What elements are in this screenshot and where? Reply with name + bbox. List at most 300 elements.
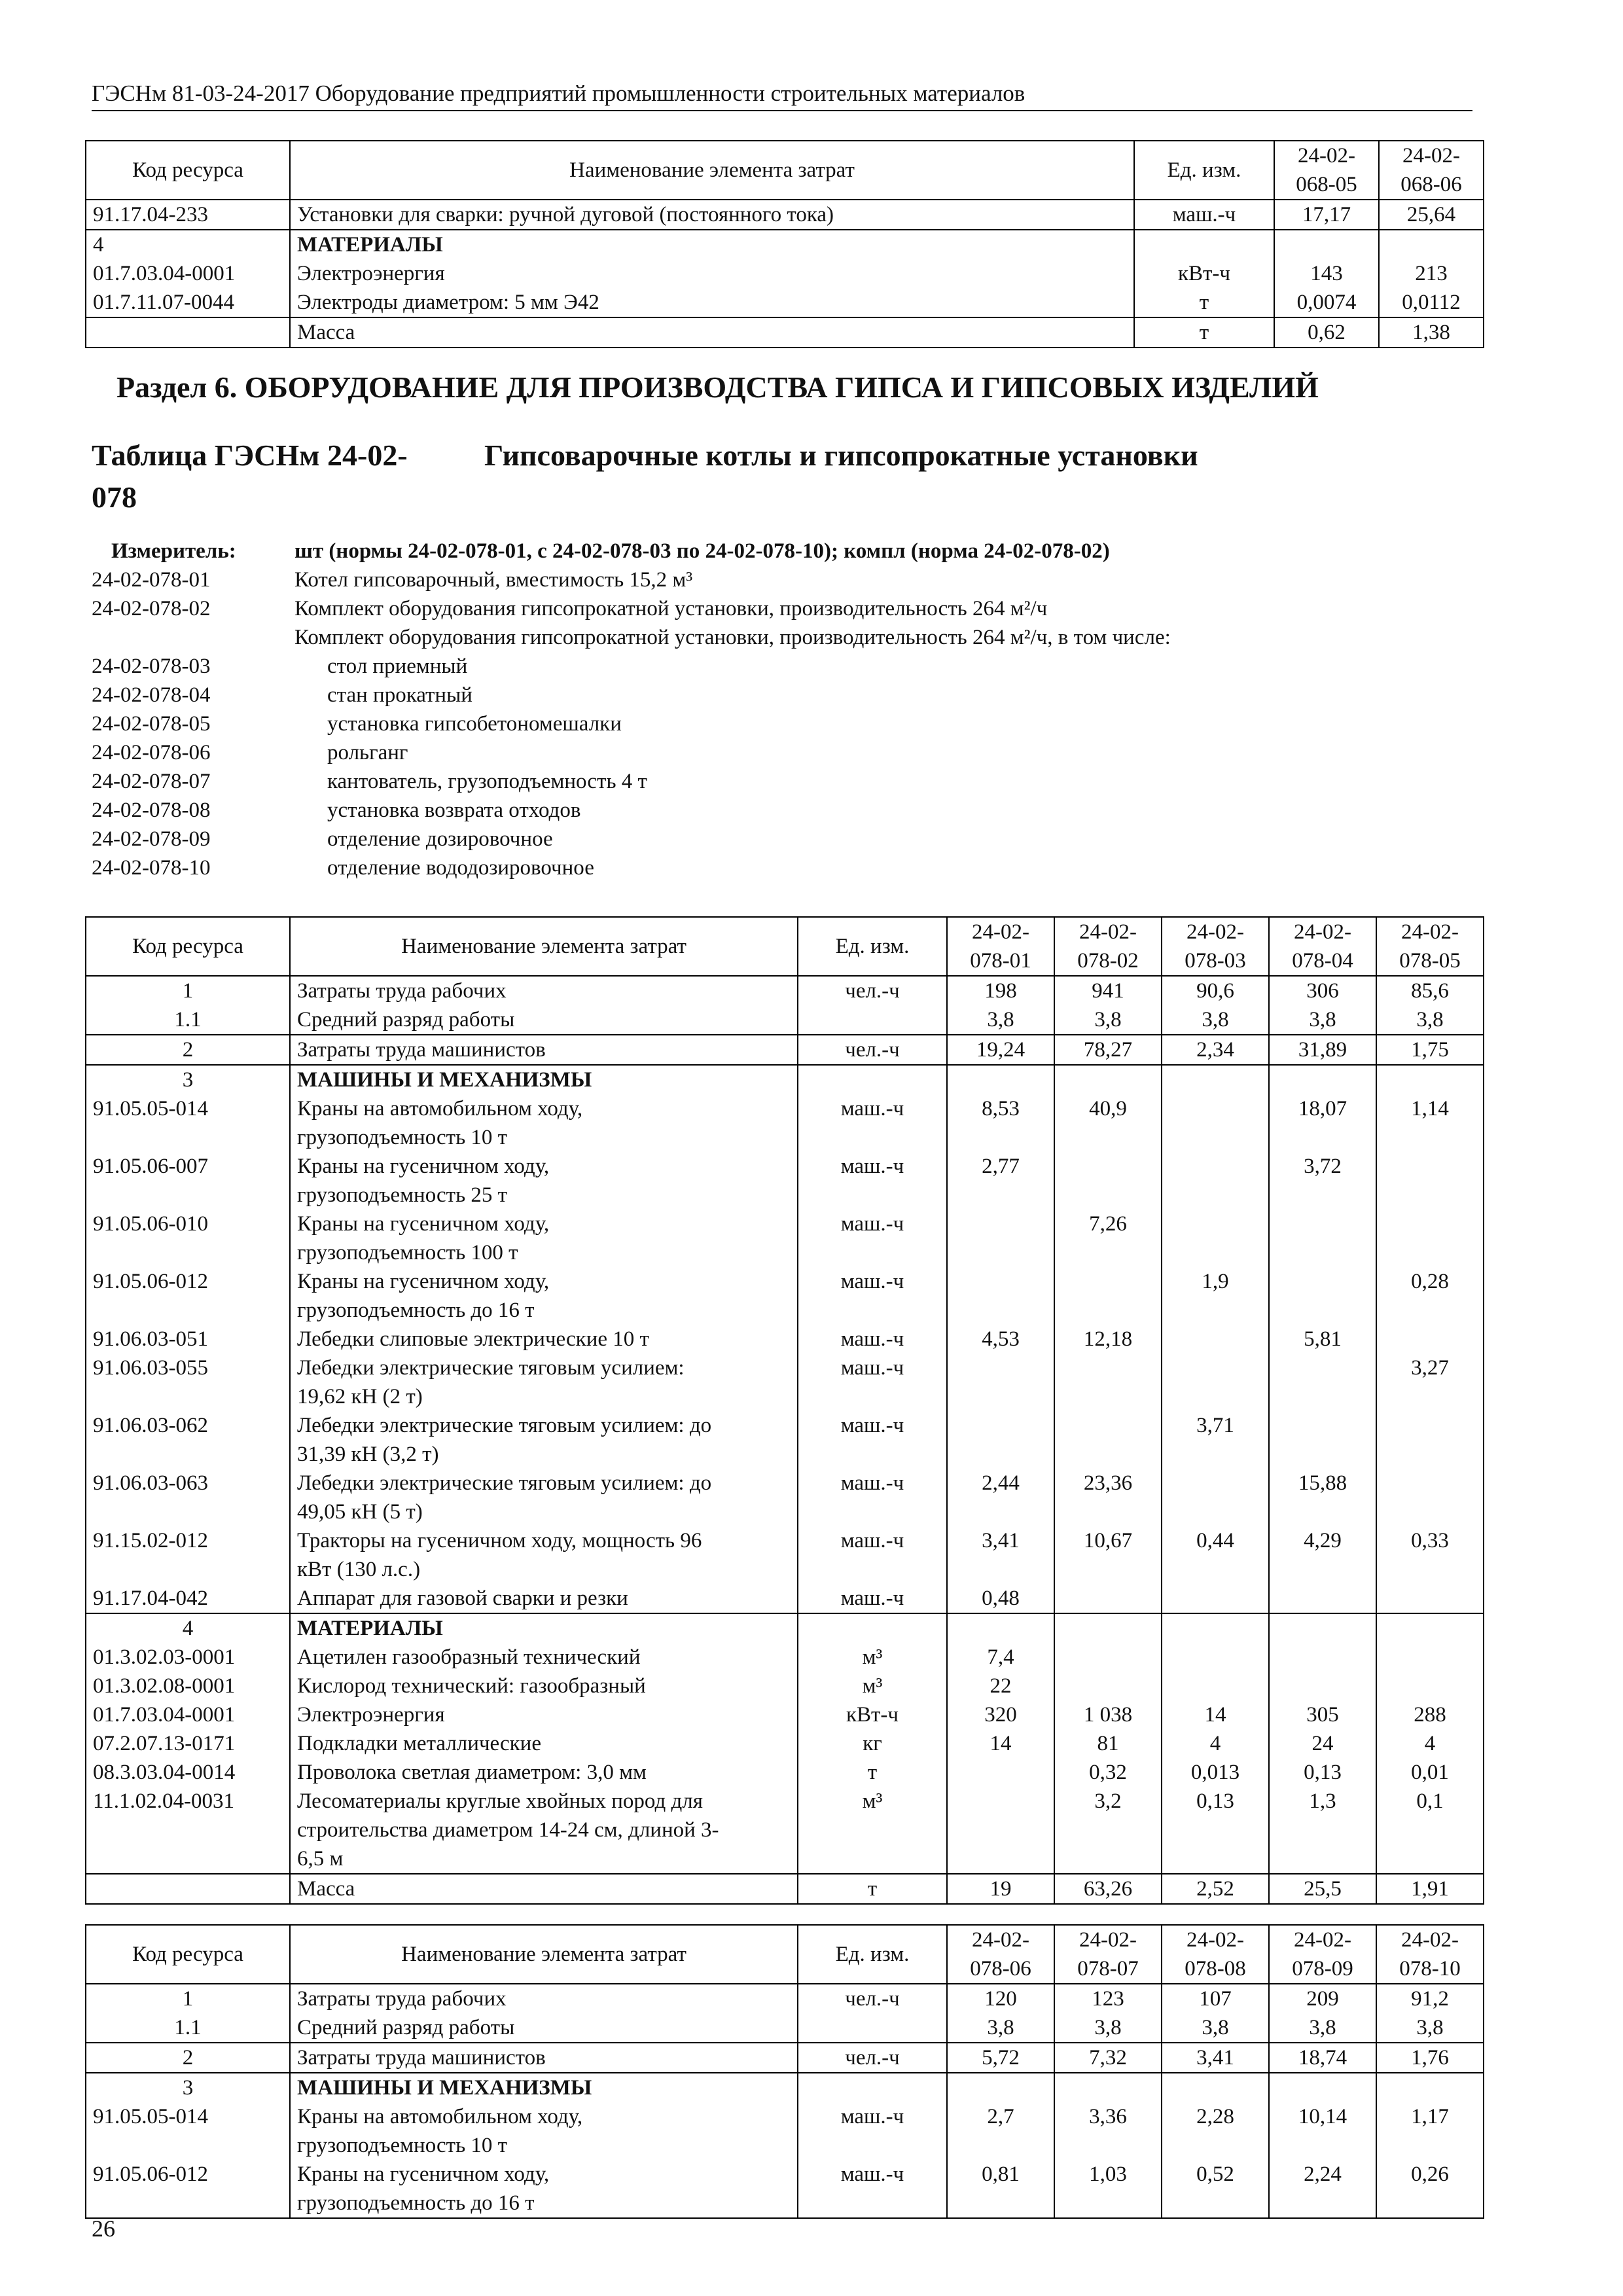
- table-row: [86, 2102, 1484, 2160]
- meter-item: [92, 767, 1531, 796]
- value-cell: [1269, 1584, 1376, 1613]
- value-cell: 2,77: [947, 1152, 1054, 1210]
- meter-item-code: 24-02-078-04: [92, 683, 211, 707]
- resource-code: 4: [86, 1613, 290, 1643]
- value-cell: 3,8: [1376, 1005, 1484, 1035]
- value-cell: 107: [1162, 1984, 1269, 2013]
- value-cell: 3,8: [1269, 1005, 1376, 1035]
- value-cell: 288: [1376, 1700, 1484, 1729]
- cost-element-name: Подкладки металлические: [290, 1729, 798, 1758]
- cost-element-name: Масса: [290, 317, 1134, 348]
- unit-cell: маш.-ч: [1134, 200, 1274, 230]
- cost-element-name: МАШИНЫ И МЕХАНИЗМЫ: [290, 1065, 798, 1094]
- unit-cell: [798, 1065, 947, 1094]
- value-cell: 7,4: [947, 1643, 1054, 1672]
- meter-item: [92, 709, 1531, 738]
- value-cell: 4: [1162, 1729, 1269, 1758]
- value-cell: 3,41: [1162, 2043, 1269, 2073]
- cost-element-name: Тракторы на гусеничном ходу, мощность 96 кВт (130 л.с.): [290, 1526, 798, 1584]
- meter-item-text: стол приемный: [327, 655, 468, 678]
- table-name: Гипсоварочные котлы и гипсопрокатные установки: [484, 439, 1198, 472]
- value-cell: [1376, 1325, 1484, 1354]
- cost-element-name: Электроэнергия: [290, 1700, 798, 1729]
- cost-element-name: Ацетилен газообразный технический: [290, 1643, 798, 1672]
- col-header-code: Код ресурса: [86, 917, 290, 976]
- main-cost-table: [85, 916, 1484, 1905]
- unit-cell: м³: [798, 1643, 947, 1672]
- table-group-row: [86, 230, 1484, 259]
- unit-cell: т: [1134, 317, 1274, 348]
- resource-code: 01.3.02.08-0001: [86, 1672, 290, 1700]
- meter-item-text: Комплект оборудования гипсопрокатной установки, производительность 264 м²/ч: [294, 597, 1048, 620]
- value-cell: 3,8: [947, 2013, 1054, 2043]
- meter-item: [92, 681, 1531, 709]
- table-row: [86, 1584, 1484, 1613]
- table-row: [86, 288, 1484, 317]
- cost-element-name: Краны на гусеничном ходу, грузоподъемность до 16 т: [290, 2160, 798, 2218]
- resource-code: 1.1: [86, 1005, 290, 1035]
- value-cell: 2,28: [1162, 2102, 1269, 2160]
- value-cell: 2,52: [1162, 1874, 1269, 1904]
- meter-item-text: рольганг: [327, 741, 408, 764]
- value-cell: [1376, 1469, 1484, 1526]
- resource-code: 91.17.04-042: [86, 1584, 290, 1613]
- table-row: [86, 2013, 1484, 2043]
- col-header-unit: Ед. изм.: [798, 1925, 947, 1984]
- meter-item: [92, 796, 1531, 825]
- col-header-code: Код ресурса: [86, 141, 290, 200]
- col-header-unit: Ед. изм.: [1134, 141, 1274, 200]
- value-cell: 3,27: [1376, 1354, 1484, 1411]
- meter-item-text: стан прокатный: [327, 683, 473, 707]
- value-cell: 0,28: [1376, 1267, 1484, 1325]
- table-group-row: [86, 1065, 1484, 1094]
- resource-code: 07.2.07.13-0171: [86, 1729, 290, 1758]
- unit-cell: маш.-ч: [798, 1354, 947, 1411]
- unit-cell: [798, 2013, 947, 2043]
- value-cell: 1,14: [1376, 1094, 1484, 1152]
- table-row: [86, 1526, 1484, 1584]
- value-cell: [1269, 1065, 1376, 1094]
- cost-element-name: Краны на гусеничном ходу, грузоподъемность до 16 т: [290, 1267, 798, 1325]
- table-row: [86, 1672, 1484, 1700]
- cost-element-name: МАШИНЫ И МЕХАНИЗМЫ: [290, 2073, 798, 2102]
- col-header-norm: 24-02- 078-01: [947, 917, 1054, 976]
- value-cell: 4: [1376, 1729, 1484, 1758]
- value-cell: 123: [1054, 1984, 1162, 2013]
- value-cell: 15,88: [1269, 1469, 1376, 1526]
- cost-element-name: Масса: [290, 1874, 798, 1904]
- unit-cell: т: [798, 1758, 947, 1787]
- value-cell: 2,24: [1269, 2160, 1376, 2218]
- cost-element-name: Кислород технический: газообразный: [290, 1672, 798, 1700]
- unit-cell: маш.-ч: [798, 2102, 947, 2160]
- meter-item: [92, 853, 1531, 882]
- value-cell: [1162, 1672, 1269, 1700]
- table-row: [86, 1035, 1484, 1065]
- unit-cell: м³: [798, 1787, 947, 1874]
- value-cell: 0,1: [1376, 1787, 1484, 1874]
- resource-code: 91.05.06-012: [86, 1267, 290, 1325]
- value-cell: 7,26: [1054, 1210, 1162, 1267]
- cost-element-name: Краны на автомобильном ходу, грузоподъемность 10 т: [290, 1094, 798, 1152]
- table-row: [86, 1758, 1484, 1787]
- meter-item: [92, 652, 1531, 681]
- table-row: [86, 1267, 1484, 1325]
- col-header-name: Наименование элемента затрат: [290, 1925, 798, 1984]
- unit-cell: маш.-ч: [798, 2160, 947, 2218]
- value-cell: [1269, 1267, 1376, 1325]
- value-cell: 1,91: [1376, 1874, 1484, 1904]
- value-cell: [1162, 1325, 1269, 1354]
- value-cell: 17,17: [1274, 200, 1379, 230]
- value-cell: 81: [1054, 1729, 1162, 1758]
- meter-item-code: 24-02-078-10: [92, 856, 211, 880]
- value-cell: [1162, 1469, 1269, 1526]
- meter-item: [92, 825, 1531, 853]
- value-cell: [1376, 1210, 1484, 1267]
- meter-item-code: [92, 623, 294, 652]
- cost-element-name: Краны на гусеничном ходу, грузоподъемность 25 т: [290, 1152, 798, 1210]
- unit-cell: маш.-ч: [798, 1469, 947, 1526]
- cost-element-name: МАТЕРИАЛЫ: [290, 230, 1134, 259]
- table-row: [86, 1152, 1484, 1210]
- table-group-row: [86, 2073, 1484, 2102]
- value-cell: 31,89: [1269, 1035, 1376, 1065]
- value-cell: 0,26: [1376, 2160, 1484, 2218]
- cost-element-name: Лебедки электрические тяговым усилием: до 31,39 кН (3,2 т): [290, 1411, 798, 1469]
- value-cell: 0,44: [1162, 1526, 1269, 1584]
- unit-cell: маш.-ч: [798, 1411, 947, 1469]
- value-cell: 7,32: [1054, 2043, 1162, 2073]
- table-row: [86, 1787, 1484, 1874]
- resource-code: 2: [86, 1035, 290, 1065]
- value-cell: [947, 1065, 1054, 1094]
- resource-code: 4: [86, 230, 290, 259]
- unit-cell: кВт-ч: [798, 1700, 947, 1729]
- value-cell: [1269, 1210, 1376, 1267]
- resource-code: 91.06.03-062: [86, 1411, 290, 1469]
- unit-cell: [798, 1005, 947, 1035]
- meter-item-text: Котел гипсоварочный, вместимость 15,2 м³: [294, 568, 693, 592]
- value-cell: 213: [1379, 259, 1484, 288]
- value-cell: 3,8: [1162, 2013, 1269, 2043]
- value-cell: [1162, 1210, 1269, 1267]
- value-cell: [1376, 1411, 1484, 1469]
- value-cell: 18,74: [1269, 2043, 1376, 2073]
- value-cell: 25,5: [1269, 1874, 1376, 1904]
- section-title: Раздел 6. ОБОРУДОВАНИЕ ДЛЯ ПРОИЗВОДСТВА ГИПСА И ГИПСОВЫХ ИЗДЕЛИЙ: [116, 370, 1319, 404]
- col-header-norm: 24-02- 078-07: [1054, 1925, 1162, 1984]
- resource-code: 3: [86, 1065, 290, 1094]
- value-cell: 78,27: [1054, 1035, 1162, 1065]
- value-cell: 3,72: [1269, 1152, 1376, 1210]
- unit-cell: чел.-ч: [798, 976, 947, 1005]
- page-number: 26: [92, 2215, 115, 2242]
- value-cell: 198: [947, 976, 1054, 1005]
- resource-code: 91.05.06-010: [86, 1210, 290, 1267]
- resource-code: 91.06.03-063: [86, 1469, 290, 1526]
- resource-code: 1: [86, 976, 290, 1005]
- meter-item-text: отделение вододозировочное: [327, 856, 594, 880]
- value-cell: 0,0112: [1379, 288, 1484, 317]
- value-cell: 2,44: [947, 1469, 1054, 1526]
- unit-cell: маш.-ч: [798, 1267, 947, 1325]
- value-cell: 0,13: [1162, 1787, 1269, 1874]
- col-header-norm: 24-02- 078-10: [1376, 1925, 1484, 1984]
- resource-code: 91.05.05-014: [86, 2102, 290, 2160]
- value-cell: 3,8: [1269, 2013, 1376, 2043]
- value-cell: 1,38: [1379, 317, 1484, 348]
- col-header-norm: 24-02- 078-08: [1162, 1925, 1269, 1984]
- meter-block: [92, 537, 1531, 882]
- value-cell: 40,9: [1054, 1094, 1162, 1152]
- value-cell: 3,8: [1054, 1005, 1162, 1035]
- meter-label: Измеритель:: [111, 539, 236, 563]
- col-header-norm: 24-02- 068-05: [1274, 141, 1379, 200]
- table-row: [86, 1005, 1484, 1035]
- value-cell: 143: [1274, 259, 1379, 288]
- cost-element-name: Лесоматериалы круглые хвойных пород для строительства диаметром 14-24 см, длиной 3- 6,5 м: [290, 1787, 798, 1874]
- cost-element-name: Затраты труда машинистов: [290, 1035, 798, 1065]
- value-cell: 3,36: [1054, 2102, 1162, 2160]
- value-cell: 5,81: [1269, 1325, 1376, 1354]
- table-row: [86, 1469, 1484, 1526]
- value-cell: [1376, 1152, 1484, 1210]
- value-cell: 0,62: [1274, 317, 1379, 348]
- cost-element-name: Лебедки электрические тяговым усилием: 19,62 кН (2 т): [290, 1354, 798, 1411]
- value-cell: 19,24: [947, 1035, 1054, 1065]
- value-cell: 24: [1269, 1729, 1376, 1758]
- value-cell: 305: [1269, 1700, 1376, 1729]
- value-cell: 18,07: [1269, 1094, 1376, 1152]
- value-cell: 0,81: [947, 2160, 1054, 2218]
- meter-item-text: установка гипсобетономешалки: [327, 712, 622, 736]
- meter-item-code: 24-02-078-02: [92, 597, 211, 620]
- value-cell: [1054, 2073, 1162, 2102]
- meter-text: шт (нормы 24-02-078-01, с 24-02-078-03 по 24-02-078-10); компл (норма 24-02-078-02): [294, 539, 1110, 563]
- resource-code: 1.1: [86, 2013, 290, 2043]
- value-cell: 1,3: [1269, 1787, 1376, 1874]
- value-cell: 3,8: [1162, 1005, 1269, 1035]
- meter-item-code: 24-02-078-07: [92, 770, 211, 793]
- cost-element-name: Затраты труда машинистов: [290, 2043, 798, 2073]
- unit-cell: т: [798, 1874, 947, 1904]
- value-cell: [1054, 1152, 1162, 1210]
- value-cell: [1269, 1613, 1376, 1643]
- value-cell: 3,71: [1162, 1411, 1269, 1469]
- meter-item-code: 24-02-078-06: [92, 741, 211, 764]
- table-row: [86, 1874, 1484, 1904]
- value-cell: [947, 1411, 1054, 1469]
- meter-item-text: Комплект оборудования гипсопрокатной установки, производительность 264 м²/ч, в том числе:: [294, 626, 1171, 649]
- value-cell: [1269, 2073, 1376, 2102]
- unit-cell: маш.-ч: [798, 1210, 947, 1267]
- value-cell: 1 038: [1054, 1700, 1162, 1729]
- unit-cell: [798, 1613, 947, 1643]
- table-row: [86, 1729, 1484, 1758]
- value-cell: [1376, 1584, 1484, 1613]
- value-cell: 1,9: [1162, 1267, 1269, 1325]
- resource-code: 91.15.02-012: [86, 1526, 290, 1584]
- col-header-norm: 24-02- 068-06: [1379, 141, 1484, 200]
- unit-cell: чел.-ч: [798, 2043, 947, 2073]
- value-cell: 10,14: [1269, 2102, 1376, 2160]
- unit-cell: маш.-ч: [798, 1526, 947, 1584]
- value-cell: 19: [947, 1874, 1054, 1904]
- table-row: [86, 1325, 1484, 1354]
- meter-item-code: 24-02-078-05: [92, 712, 211, 736]
- meter-item-text: установка возврата отходов: [327, 798, 581, 822]
- unit-cell: маш.-ч: [798, 1094, 947, 1152]
- value-cell: [947, 1758, 1054, 1787]
- resource-code: 3: [86, 2073, 290, 2102]
- col-header-name: Наименование элемента затрат: [290, 917, 798, 976]
- meter-item-text: отделение дозировочное: [327, 827, 553, 851]
- value-cell: 2,34: [1162, 1035, 1269, 1065]
- table-row: [86, 2043, 1484, 2073]
- value-cell: 1,75: [1376, 1035, 1484, 1065]
- value-cell: [1162, 1094, 1269, 1152]
- table-row: [86, 1094, 1484, 1152]
- unit-cell: [798, 2073, 947, 2102]
- value-cell: 120: [947, 1984, 1054, 2013]
- meter-item-text: кантователь, грузоподъемность 4 т: [327, 770, 647, 793]
- meter-item-code: 24-02-078-01: [92, 568, 211, 592]
- unit-cell: кг: [798, 1729, 947, 1758]
- value-cell: [1054, 1643, 1162, 1672]
- value-cell: 14: [1162, 1700, 1269, 1729]
- table-row: [86, 1700, 1484, 1729]
- value-cell: [1162, 2073, 1269, 2102]
- col-header-name: Наименование элемента затрат: [290, 141, 1134, 200]
- resource-code: 08.3.03.04-0014: [86, 1758, 290, 1787]
- value-cell: 0,13: [1269, 1758, 1376, 1787]
- value-cell: [1376, 1643, 1484, 1672]
- cost-element-name: Электроэнергия: [290, 259, 1134, 288]
- running-header: ГЭСНм 81-03-24-2017 Оборудование предприятий промышленности строительных материалов: [92, 77, 1472, 111]
- value-cell: 306: [1269, 976, 1376, 1005]
- value-cell: [1269, 1354, 1376, 1411]
- resource-code: 01.7.03.04-0001: [86, 259, 290, 288]
- value-cell: 25,64: [1379, 200, 1484, 230]
- unit-cell: т: [1134, 288, 1274, 317]
- value-cell: [1054, 1672, 1162, 1700]
- value-cell: [1054, 1354, 1162, 1411]
- value-cell: 90,6: [1162, 976, 1269, 1005]
- value-cell: 1,03: [1054, 2160, 1162, 2218]
- resource-code: 91.06.03-055: [86, 1354, 290, 1411]
- value-cell: [1162, 1152, 1269, 1210]
- value-cell: [1162, 1354, 1269, 1411]
- value-cell: [1054, 1267, 1162, 1325]
- unit-cell: чел.-ч: [798, 1035, 947, 1065]
- value-cell: 22: [947, 1672, 1054, 1700]
- value-cell: 3,8: [1054, 2013, 1162, 2043]
- cost-element-name: Средний разряд работы: [290, 2013, 798, 2043]
- cost-element-name: Аппарат для газовой сварки и резки: [290, 1584, 798, 1613]
- value-cell: [947, 1787, 1054, 1874]
- table-group-row: [86, 1613, 1484, 1643]
- resource-code: 01.7.03.04-0001: [86, 1700, 290, 1729]
- value-cell: [1379, 230, 1484, 259]
- value-cell: [947, 1354, 1054, 1411]
- meter-item: [92, 738, 1531, 767]
- value-cell: [1376, 1065, 1484, 1094]
- value-cell: 209: [1269, 1984, 1376, 2013]
- meter-item-code: 24-02-078-09: [92, 827, 211, 851]
- value-cell: 0,013: [1162, 1758, 1269, 1787]
- resource-code: 01.7.11.07-0044: [86, 288, 290, 317]
- value-cell: 2,7: [947, 2102, 1054, 2160]
- meter-item: [92, 623, 1531, 652]
- value-cell: [947, 1267, 1054, 1325]
- second-cost-table: [85, 1924, 1484, 2219]
- table-row: [86, 1643, 1484, 1672]
- table-row: [86, 259, 1484, 288]
- value-cell: 0,01: [1376, 1758, 1484, 1787]
- value-cell: [1054, 1065, 1162, 1094]
- meter-header-row: [92, 537, 1531, 565]
- value-cell: [1162, 1065, 1269, 1094]
- unit-cell: маш.-ч: [798, 1152, 947, 1210]
- resource-code: 91.05.05-014: [86, 1094, 290, 1152]
- unit-cell: м³: [798, 1672, 947, 1700]
- value-cell: 4,53: [947, 1325, 1054, 1354]
- unit-cell: [1134, 230, 1274, 259]
- value-cell: [947, 1613, 1054, 1643]
- resource-code: 91.05.06-012: [86, 2160, 290, 2218]
- unit-cell: кВт-ч: [1134, 259, 1274, 288]
- value-cell: 10,67: [1054, 1526, 1162, 1584]
- value-cell: 4,29: [1269, 1526, 1376, 1584]
- resource-code: 1: [86, 1984, 290, 2013]
- table-number: Таблица ГЭСНм 24-02- 078: [92, 439, 408, 514]
- col-header-norm: 24-02- 078-05: [1376, 917, 1484, 976]
- value-cell: [1269, 1643, 1376, 1672]
- cost-element-name: МАТЕРИАЛЫ: [290, 1613, 798, 1643]
- cost-element-name: Затраты труда рабочих: [290, 976, 798, 1005]
- table-row: [86, 1210, 1484, 1267]
- col-header-norm: 24-02- 078-02: [1054, 917, 1162, 976]
- value-cell: [1054, 1411, 1162, 1469]
- value-cell: [947, 2073, 1054, 2102]
- value-cell: 14: [947, 1729, 1054, 1758]
- value-cell: [1376, 1672, 1484, 1700]
- table-row: [86, 200, 1484, 230]
- cost-element-name: Средний разряд работы: [290, 1005, 798, 1035]
- col-header-unit: Ед. изм.: [798, 917, 947, 976]
- resource-code: 91.06.03-051: [86, 1325, 290, 1354]
- value-cell: [1162, 1584, 1269, 1613]
- value-cell: 3,41: [947, 1526, 1054, 1584]
- value-cell: 23,36: [1054, 1469, 1162, 1526]
- value-cell: [1269, 1672, 1376, 1700]
- table-row: [86, 1984, 1484, 2013]
- value-cell: 1,17: [1376, 2102, 1484, 2160]
- col-header-norm: 24-02- 078-03: [1162, 917, 1269, 976]
- cost-element-name: Электроды диаметром: 5 мм Э42: [290, 288, 1134, 317]
- value-cell: [1162, 1643, 1269, 1672]
- cost-element-name: Краны на автомобильном ходу, грузоподъемность 10 т: [290, 2102, 798, 2160]
- meter-item-code: 24-02-078-03: [92, 655, 211, 678]
- resource-code: [86, 1874, 290, 1904]
- value-cell: [1376, 1613, 1484, 1643]
- col-header-norm: 24-02- 078-09: [1269, 1925, 1376, 1984]
- resource-code: 91.17.04-233: [86, 200, 290, 230]
- resource-code: 2: [86, 2043, 290, 2073]
- value-cell: [1162, 1613, 1269, 1643]
